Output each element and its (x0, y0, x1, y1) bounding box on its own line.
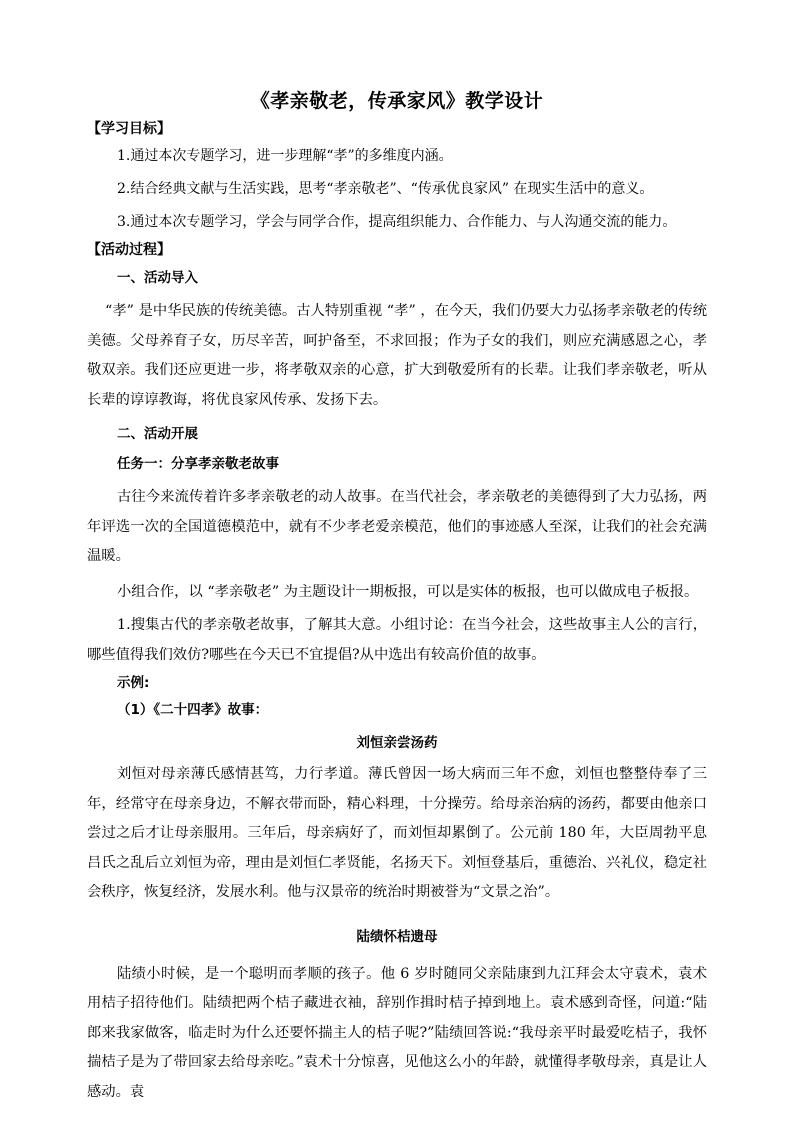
story1-title: 刘恒亲尝汤药 (356, 735, 438, 751)
task1-heading: 任务一：分享孝亲敬老故事 (117, 456, 279, 472)
goal-item-1: 1.通过本次专题学习，进一步理解“孝”的多维度内涵。 (117, 148, 453, 164)
goals-section-label: 【学习目标】 (87, 121, 171, 137)
story2-text: 陆绩小时候，是一个聪明而孝顺的孩子。他 6 岁时随同父亲陆康到九江拜会太守袁术，袁术用桔子招待他们。陆绩把两个桔子藏进衣袖，辞别作揖时桔子掉到地上。袁术感到奇怪，问道:“陆郎来我家做客，临走时为什么还要怀揣主人的桔子呢?”陆绩回答说:“我母亲平时最爱吃桔子，我怀揣桔子是为了带回家去给母亲吃。”袁术十分惊喜，见他这么小的年龄，就懂得孝敬母亲，真是让人感动。袁 (87, 965, 707, 1100)
part1-heading: 一、活动导入 (117, 270, 198, 286)
task1-paragraph-2: 小组合作，以 “孝亲敬老” 为主题设计一期板报，可以是实体的板报，也可以做成电子板报。 (117, 583, 699, 600)
goal-item-2: 2.结合经典文献与生活实践，思考“孝亲敬老”、“传承优良家风” 在现实生活中的意义。 (117, 181, 654, 197)
document-title: 《孝亲敬老，传承家风》教学设计 (250, 90, 544, 112)
intro-paragraph: “孝” 是中华民族的传统美德。古人特别重视 “孝” ，在今天，我们仍要大力弘扬孝亲敬老的传统美德。父母养育子女，历尽辛苦，呵护备至，不求回报；作为子女的我们，则应充满感恩之心，孝敬双亲。我们还应更进一步，将孝敬双亲的心意，扩大到敬爱所有的长辈。让我们孝亲敬老，听从长辈的谆谆教诲，将优良家风传承、发扬下去。 (87, 303, 707, 408)
task1-paragraph-1: 古往今来流传着许多孝亲敬老的动人故事。在当代社会，孝亲敬老的美德得到了大力弘扬，两年评选一次的全国道德模范中，就有不少孝老爱亲模范，他们的事迹感人至深，让我们的社会充满温暖。 (87, 489, 707, 564)
goal-item-3: 3.通过本次专题学习，学会与同学合作，提高组织能力、合作能力、与人沟通交流的能力。 (117, 214, 677, 230)
story2-title: 陆绩怀桔遗母 (356, 928, 438, 945)
example-label: 示例: (117, 675, 150, 691)
story1-text: 刘恒对母亲薄氏感情甚笃，力行孝道。薄氏曾因一场大病而三年不愈，刘恒也整整侍奉了三年，经常守在母亲身边，不解衣带而卧，精心料理，十分操劳。给母亲治病的汤药，都要由他亲口尝过之后才让母亲服用。三年后，母亲病好了，而刘恒却累倒了。公元前 180 年，大臣周勃平息吕氏之乱后立刘恒为帝，理由是刘恒仁孝贤能，名扬天下。刘恒登基后，重德治、兴礼仪，稳定社会秩序，恢复经济，发展水利。他与汉景帝的统治时期被誉为“文景之治”。 (87, 766, 707, 900)
document-body (87, 88, 707, 1107)
example-sub-heading: （1）《二十四孝》故事： (117, 702, 269, 718)
task1-paragraph-3: 1.搜集古代的孝亲敬老故事，了解其大意。小组讨论：在当今社会，这些故事主人公的言行，哪些值得我们效仿?哪些在今天已不宜提倡?从中选出有较高价值的故事。 (87, 617, 707, 663)
process-section-label: 【活动过程】 (87, 242, 171, 258)
part2-heading: 二、活动开展 (117, 426, 198, 442)
